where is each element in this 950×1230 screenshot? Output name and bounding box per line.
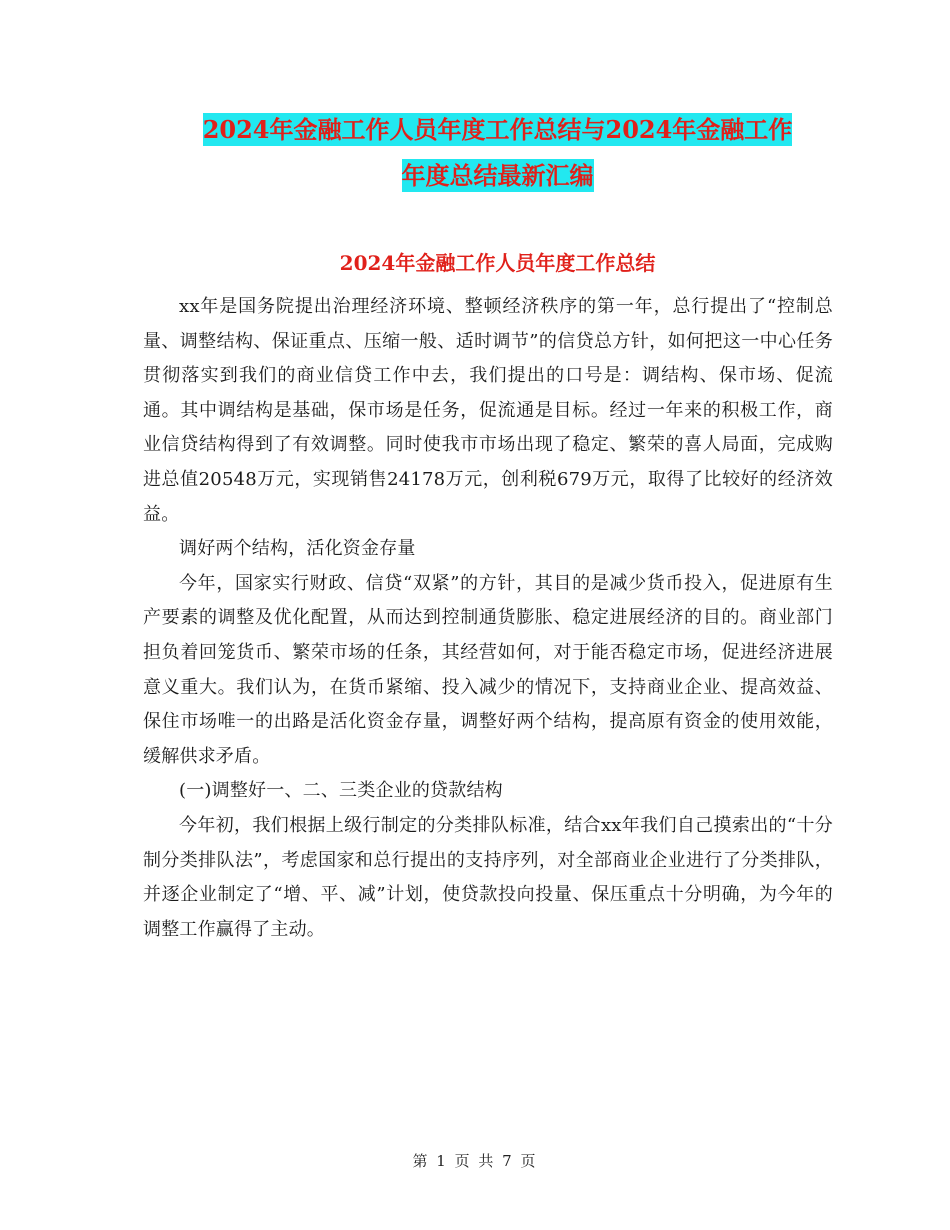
paragraph-intro: xx年是国务院提出治理经济环境、整顿经济秩序的第一年，总行提出了“控制总量、调整结构、保证重点、压缩一般、适时调节”的信贷总方针，如何把这一中心任务贯彻落实到我们的商业信贷工作中去，我们提出的口号是：调结构、保市场、促流通。其中调结构是基础，保市场是任务，促流通是目标。经过一年来的积极工作，商业信贷结构得到了有效调整。同时使我市市场出现了稳定、繁荣的喜人局面，完成购进总值20548万元，实现销售24178万元，创利税679万元，取得了比较好的经济效益。 (143, 296, 833, 525)
document-body (143, 290, 833, 947)
paragraph-subheading-loans: (一)调整好一、二、三类企业的贷款结构 (179, 780, 503, 802)
paragraph-policy: 今年，国家实行财政、信贷“双紧”的方针，其目的是减少货币投入，促进原有生产要素的调整及优化配置，从而达到控制通货膨胀、稳定进展经济的目的。商业部门担负着回笼货币、繁荣市场的任条，其经营如何，对于能否稳定市场，促进经济进展意义重大。我们认为，在货币紧缩、投入减少的情况下，支持商业企业、提高效益、保住市场唯一的出路是活化资金存量，调整好两个结构，提高原有资金的使用效能，缓解供求矛盾。 (143, 572, 833, 767)
section-title: 2024年金融工作人员年度工作总结 (339, 251, 656, 275)
title-highlight: 2024年金融工作人员年度工作总结与2024年金融工作 (202, 115, 793, 144)
paragraph-ranking: 今年初，我们根据上级行制定的分类排队标准，结合xx年我们自己摸索出的“十分制分类排队法”，考虑国家和总行提出的支持序列，对全部商业企业进行了分类排队，并逐企业制定了“增、平、减”计划，使贷款投向投量、保压重点十分明确，为今年的调整工作赢得了主动。 (143, 814, 833, 940)
document-title-line-1 (140, 112, 855, 148)
paragraph-heading-structures: 调好两个结构，活化资金存量 (179, 538, 416, 560)
title-highlight: 年度总结最新汇编 (401, 161, 594, 190)
document-title-line-2 (140, 158, 855, 194)
page-footer: 第 1 页 共 7 页 (412, 1152, 538, 1170)
